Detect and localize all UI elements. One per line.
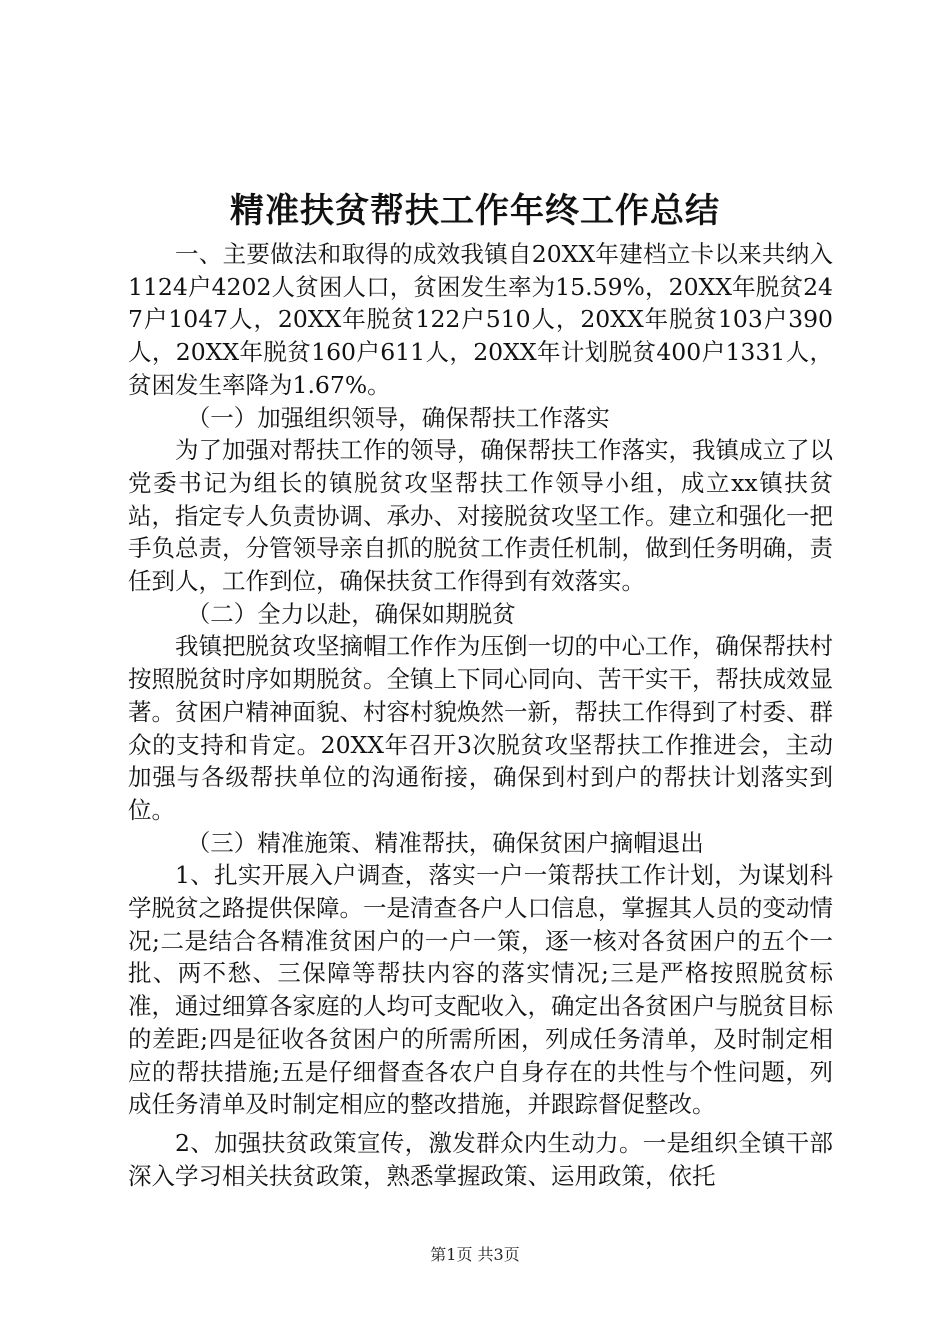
page-footer: 第1页 共3页 bbox=[430, 1245, 520, 1264]
paragraph-summary: 一、主要做法和取得的成效我镇自20XX年建档立卡以来共纳入1124户4202人贫困人口，贫困发生率为15.59%，20XX年脱贫247户1047人，20XX年脱贫122户510人，20XX年脱贫103户390人，20XX年脱贫160户611人，20XX年计划脱贫400户1331人，贫困发生率降为1.67%。 bbox=[128, 240, 833, 399]
paragraph-poverty-exit: 我镇把脱贫攻坚摘帽工作作为压倒一切的中心工作，确保帮扶村按照脱贫时序如期脱贫。全镇上下同心同向、苦干实干，帮扶成效显著。贫困户精神面貌、村容村貌焕然一新，帮扶工作得到了村委、群众的支持和肯定。20XX年召开3次脱贫攻坚帮扶工作推进会，主动加强与各级帮扶单位的沟通衔接，确保到村到户的帮扶计划落实到位。 bbox=[128, 632, 833, 824]
paragraph-policy-publicity: 2、加强扶贫政策宣传，激发群众内生动力。一是组织全镇干部深入学习相关扶贫政策，熟悉掌握政策、运用政策，依托 bbox=[128, 1128, 833, 1190]
section-heading-1: （一）加强组织领导，确保帮扶工作落实 bbox=[186, 403, 610, 432]
section-heading-3: （三）精准施策、精准帮扶，确保贫困户摘帽退出 bbox=[186, 828, 704, 857]
section-heading-2: （二）全力以赴，确保如期脱贫 bbox=[186, 599, 516, 628]
document-title: 精准扶贫帮扶工作年终工作总结 bbox=[230, 191, 720, 231]
paragraph-organization: 为了加强对帮扶工作的领导，确保帮扶工作落实，我镇成立了以党委书记为组长的镇脱贫攻坚帮扶工作领导小组，成立xx镇扶贫站，指定专人负责协调、承办、对接脱贫攻坚工作。建立和强化一把手负总责，分管领导亲自抓的脱贫工作责任机制，做到任务明确，责任到人，工作到位，确保扶贫工作得到有效落实。 bbox=[128, 436, 833, 596]
paragraph-household-survey: 1、扎实开展入户调查，落实一户一策帮扶工作计划，为谋划科学脱贫之路提供保障。一是清查各户人口信息，掌握其人员的变动情况;二是结合各精准贫困户的一户一策，逐一核对各贫困户的五个一批、两不愁、三保障等帮扶内容的落实情况;三是严格按照脱贫标准，通过细算各家庭的人均可支配收入，确定出各贫困户与脱贫目标的差距;四是征收各贫困户的所需所困，列成任务清单，及时制定相应的帮扶措施;五是仔细督查各农户自身存在的共性与个性问题，列成任务清单及时制定相应的整改措施，并跟踪督促整改。 bbox=[128, 861, 833, 1119]
document-body bbox=[128, 238, 833, 1192]
